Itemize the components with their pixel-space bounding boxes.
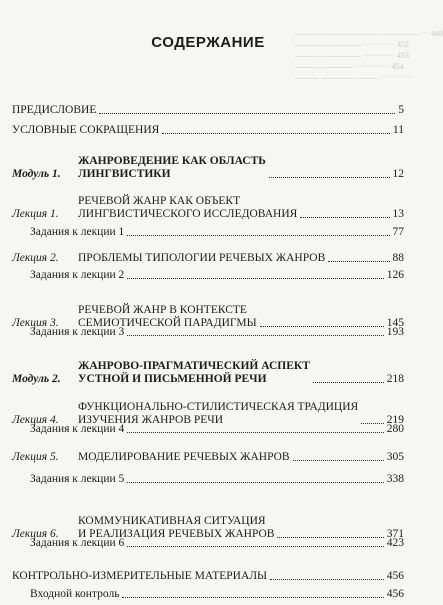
leader-dots bbox=[127, 278, 383, 279]
bleed-through-text: ——— ——————— ————— ··· 449 ———— ———— ············ 452 ——— ————— ············ 453 ——— ———— ············· 454 ——— ———— ——— ············ bbox=[295, 29, 443, 82]
toc-entry-assessment bbox=[12, 570, 404, 583]
entry-label: РЕЧЕВОЙ ЖАНР КАК ОБЪЕКТ ЛИНГВИСТИЧЕСКОГО ИССЛЕДОВАНИЯ bbox=[78, 195, 298, 220]
leader-dots bbox=[269, 177, 390, 178]
entry-prefix: Лекция 3. bbox=[12, 317, 59, 329]
entry-label: Задания к лекции 5 bbox=[30, 473, 125, 485]
entry-label: Входной контроль bbox=[30, 588, 120, 600]
leader-dots bbox=[127, 235, 389, 236]
toc-entry-abbreviations bbox=[12, 124, 404, 137]
entry-page: 13 bbox=[392, 208, 404, 220]
toc-entry-tasks-2 bbox=[12, 269, 404, 282]
toc-entry-lecture-5 bbox=[12, 451, 404, 464]
entry-prefix: Модуль 2. bbox=[12, 373, 61, 385]
entry-page: 88 bbox=[392, 252, 404, 264]
entry-label: Задания к лекции 2 bbox=[30, 269, 125, 281]
toc-entry-tasks-4 bbox=[12, 423, 404, 436]
leader-dots bbox=[127, 482, 383, 483]
entry-page: 5 bbox=[398, 104, 404, 116]
entry-label: Задания к лекции 6 bbox=[30, 537, 125, 549]
entry-page: 193 bbox=[386, 326, 404, 338]
entry-prefix: Лекция 4. bbox=[12, 414, 59, 426]
entry-page: 145 bbox=[386, 317, 404, 329]
entry-page: 11 bbox=[392, 124, 404, 136]
toc-entry-module-1 bbox=[12, 155, 404, 181]
toc-entry-lecture-2 bbox=[12, 252, 404, 265]
toc-entry-tasks-5 bbox=[12, 473, 404, 486]
leader-dots bbox=[127, 432, 383, 433]
toc-entry-tasks-3 bbox=[12, 326, 404, 339]
entry-label: МОДЕЛИРОВАНИЕ РЕЧЕВЫХ ЖАНРОВ bbox=[78, 451, 290, 463]
entry-page: 12 bbox=[392, 168, 404, 180]
toc-entry-module-2 bbox=[12, 360, 404, 386]
leader-dots bbox=[99, 113, 395, 114]
entry-label: ПРОБЛЕМЫ ТИПОЛОГИИ РЕЧЕВЫХ ЖАНРОВ bbox=[78, 252, 326, 264]
page-title: СОДЕРЖАНИЕ bbox=[151, 34, 265, 51]
entry-page: 423 bbox=[386, 537, 404, 549]
leader-dots bbox=[270, 579, 384, 580]
entry-page: 280 bbox=[386, 423, 404, 435]
entry-label: КОНТРОЛЬНО-ИЗМЕРИТЕЛЬНЫЕ МАТЕРИАЛЫ bbox=[12, 570, 268, 582]
toc-entry-entry-control bbox=[12, 588, 404, 601]
entry-label: Задания к лекции 3 bbox=[30, 326, 125, 338]
entry-page: 126 bbox=[386, 269, 404, 281]
leader-dots bbox=[313, 382, 384, 383]
leader-dots bbox=[122, 597, 383, 598]
entry-prefix: Лекция 6. bbox=[12, 528, 59, 540]
entry-page: 371 bbox=[386, 528, 404, 540]
leader-dots bbox=[127, 335, 383, 336]
entry-page: 77 bbox=[392, 226, 404, 238]
leader-dots bbox=[328, 261, 389, 262]
toc-entry-tasks-6 bbox=[12, 537, 404, 550]
leader-dots bbox=[300, 217, 389, 218]
entry-label: УСЛОВНЫЕ СОКРАЩЕНИЯ bbox=[12, 124, 160, 136]
entry-prefix: Лекция 2. bbox=[12, 252, 59, 264]
entry-prefix: Лекция 5. bbox=[12, 451, 59, 463]
entry-page: 305 bbox=[386, 451, 404, 463]
toc-entry-lecture-1 bbox=[12, 195, 404, 221]
entry-page: 456 bbox=[386, 570, 404, 582]
entry-label: РЕЧЕВОЙ ЖАНР В КОНТЕКСТЕ СЕМИОТИЧЕСКОЙ ПАРАДИГМЫ bbox=[78, 304, 257, 329]
entry-page: 218 bbox=[386, 373, 404, 385]
entry-page: 219 bbox=[386, 414, 404, 426]
entry-prefix: Лекция 1. bbox=[12, 208, 59, 220]
entry-prefix: Модуль 1. bbox=[12, 168, 61, 180]
leader-dots bbox=[293, 460, 384, 461]
toc-entry-preface bbox=[12, 104, 404, 117]
entry-label: КОММУНИКАТИВНАЯ СИТУАЦИЯ И РЕАЛИЗАЦИЯ РЕЧЕВЫХ ЖАНРОВ bbox=[78, 515, 275, 540]
toc-entry-tasks-1 bbox=[12, 226, 404, 239]
leader-dots bbox=[162, 133, 390, 134]
entry-label: ПРЕДИСЛОВИЕ bbox=[12, 104, 97, 116]
entry-page: 338 bbox=[386, 473, 404, 485]
entry-label: ФУНКЦИОНАЛЬНО-СТИЛИСТИЧЕСКАЯ ТРАДИЦИЯ ИЗУЧЕНИЯ ЖАНРОВ РЕЧИ bbox=[78, 401, 359, 426]
entry-label: Задания к лекции 4 bbox=[30, 423, 125, 435]
entry-page: 456 bbox=[386, 588, 404, 600]
leader-dots bbox=[127, 546, 383, 547]
entry-label: ЖАНРОВО-ПРАГМАТИЧЕСКИЙ АСПЕКТ УСТНОЙ И ПИСЬМЕННОЙ РЕЧИ bbox=[78, 360, 310, 385]
entry-label: Задания к лекции 1 bbox=[30, 226, 125, 238]
entry-label: ЖАНРОВЕДЕНИЕ КАК ОБЛАСТЬ ЛИНГВИСТИКИ bbox=[78, 155, 266, 180]
